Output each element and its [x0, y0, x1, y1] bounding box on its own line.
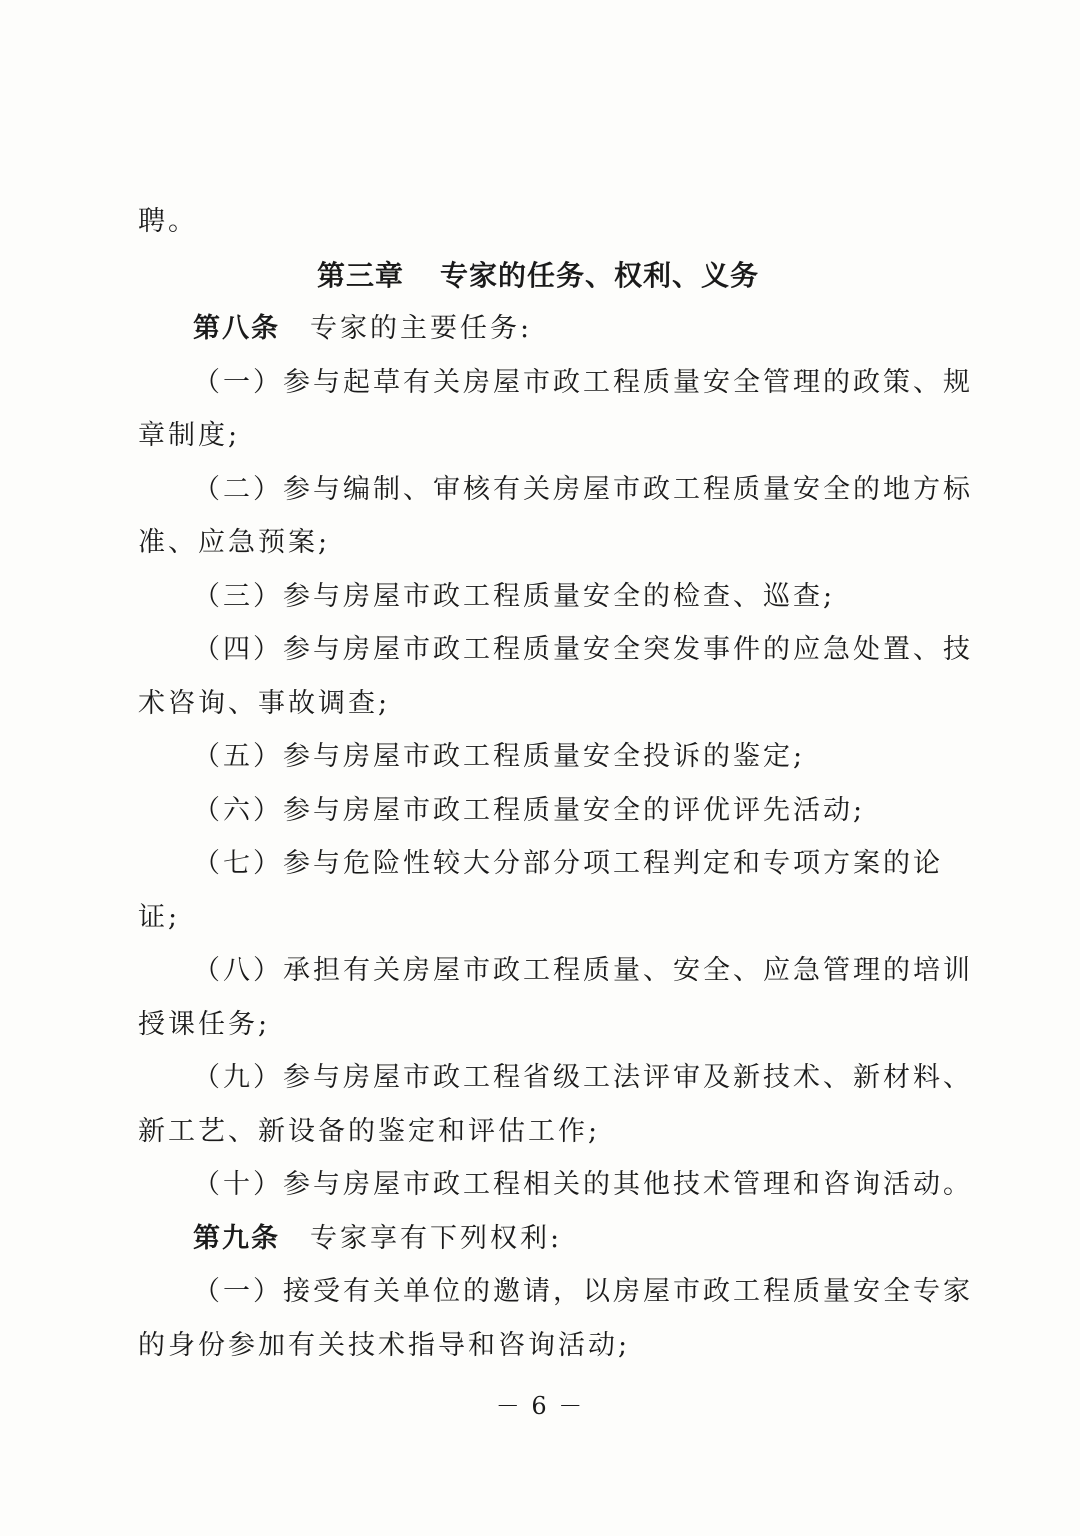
text-line: （十）参与房屋市政工程相关的其他技术管理和咨询活动。: [193, 1169, 973, 1200]
article-9-label: 第九条: [193, 1222, 280, 1254]
text-line: （九）参与房屋市政工程省级工法评审及新技术、新材料、: [193, 1062, 973, 1093]
text-line: 准、应急预案;: [138, 527, 331, 558]
text-line: 授课任务;: [138, 1008, 271, 1040]
text-line: （五）参与房屋市政工程质量安全投诉的鉴定;: [193, 741, 806, 772]
text-line: 术咨询、事故调查;: [138, 687, 391, 719]
article-9-heading: [138, 1212, 938, 1266]
text-line: 聘。: [138, 206, 198, 237]
text-line: 的身份参加有关技术指导和咨询活动;: [138, 1329, 631, 1361]
document-body: [138, 195, 973, 1372]
article-9-text: 专家享有下列权利:: [310, 1222, 563, 1254]
text-line: （二）参与编制、审核有关房屋市政工程质量安全的地方标: [193, 473, 973, 505]
text-line: 新工艺、新设备的鉴定和评估工作;: [138, 1115, 601, 1147]
text-line: 证;: [138, 901, 181, 933]
text-line: （四）参与房屋市政工程质量安全突发事件的应急处置、技: [193, 634, 973, 665]
chapter-title: 专家的任务、权利、义务: [440, 258, 760, 292]
chapter-number: 第三章: [316, 258, 404, 292]
article-8-heading: [138, 302, 938, 356]
chapter-heading: [138, 249, 938, 303]
article-8-text: 专家的主要任务:: [310, 313, 533, 344]
text-line: （一）参与起草有关房屋市政工程质量安全管理的政策、规: [193, 366, 973, 398]
text-line: （三）参与房屋市政工程质量安全的检查、巡查;: [193, 580, 836, 612]
article-8-label: 第八条: [193, 313, 280, 344]
text-line: （六）参与房屋市政工程质量安全的评优评先活动;: [193, 794, 866, 826]
text-line: （七）参与危险性较大分部分项工程判定和专项方案的论: [193, 848, 943, 879]
text-line: （一）接受有关单位的邀请，以房屋市政工程质量安全专家: [193, 1276, 973, 1307]
text-line: 章制度;: [138, 420, 241, 451]
page-number: － 6 －: [495, 1392, 585, 1420]
text-line: （八）承担有关房屋市政工程质量、安全、应急管理的培训: [193, 955, 973, 986]
